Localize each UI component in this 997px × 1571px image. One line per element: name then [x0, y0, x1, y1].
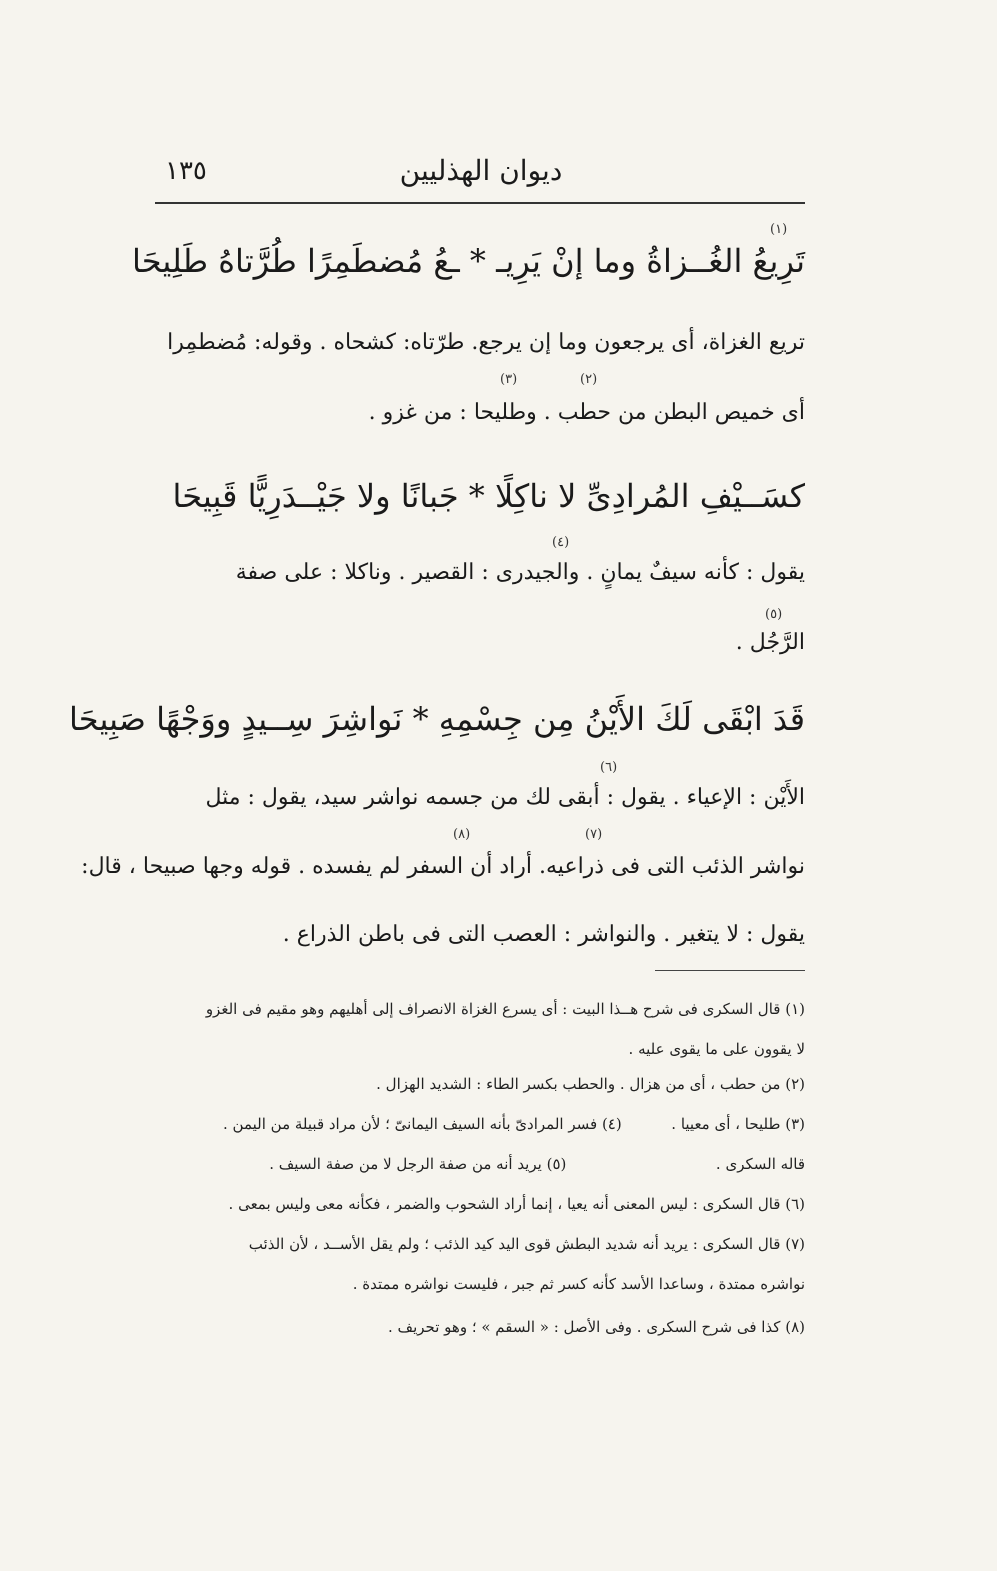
footnote-row-4-5 — [155, 1155, 805, 1173]
header-rule — [155, 202, 805, 204]
footnote-7-line-1: (٧) قال السكرى : يريد أنه شديد البطش قوى اليد كيد الذئب ؛ ولم يقل الأســد ، لأن الذئب — [248, 1235, 805, 1253]
page-header — [155, 150, 807, 190]
commentary-3-line-2: نواشر الذئب التى فى ذراعيه. أراد أن السفر لم يفسده . قوله وجها صبيحا ، قال: — [81, 854, 805, 879]
note-marker-5: (٥) — [765, 607, 783, 622]
footnote-3: (٣) طليحا ، أى معييا . — [671, 1115, 805, 1133]
footnote-4-continued: قاله السكرى . — [715, 1155, 805, 1173]
note-marker-2: (٢) — [580, 372, 598, 387]
footnote-rule — [655, 970, 805, 971]
running-title: ديوان الهذليين — [399, 154, 563, 187]
verse-3: قَدَ ابْقَى لَكَ الأَيْنُ مِن جِسْمِهِ * نَواشِرَ سِــيدٍ ووَجْهًا صَبِيحَا — [69, 700, 805, 738]
page-number: ١٣٥ — [165, 156, 207, 186]
note-marker-7: (٧) — [585, 827, 603, 842]
commentary-3-line-3: يقول : لا يتغير . والنواشر : العصب التى فى باطن الذراع . — [282, 922, 805, 947]
note-marker-8: (٨) — [453, 827, 471, 842]
footnote-7-line-2: نواشره ممتدة ، وساعدا الأسد كأنه كسر ثم جبر ، فليست نواشره ممتدة . — [352, 1275, 805, 1293]
footnote-row-3-4 — [155, 1115, 805, 1133]
footnote-5: (٥) يريد أنه من صفة الرجل لا من صفة السيف . — [269, 1155, 567, 1173]
footnote-6: (٦) قال السكرى : ليس المعنى أنه يعيا ، إنما أراد الشحوب والضمر ، فكأنه معى وليس بمعى . — [228, 1195, 805, 1213]
footnote-1-line-1: (١) قال السكرى فى شرح هــذا البيت : أى يسرع الغزاة الانصراف إلى أهليهم وهو مقيم فى الغزو — [205, 1000, 805, 1018]
commentary-1-line-2: أى خميص البطن من حطب . وطليحا : من غزو . — [368, 400, 805, 425]
commentary-2-line-2: الرَّجُل . — [735, 630, 805, 655]
commentary-3-line-1: الأَيْن : الإعياء . يقول : أبقى لك من جسمه نواشر سيد، يقول : مثل — [205, 785, 805, 810]
note-marker-6: (٦) — [600, 760, 618, 775]
footnote-2: (٢) من حطب ، أى من هزال . والحطب بكسر الطاء : الشديد الهزال . — [376, 1075, 805, 1093]
note-marker-1: (١) — [770, 222, 788, 237]
commentary-1-line-1: تريع الغزاة، أى يرجعون وما إن يرجع. طرّتاه: كشحاه . وقوله: مُضطمِرا — [167, 330, 805, 355]
verse-2: كسَــيْفِ المُرادِىِّ لا ناكِلًا * جَبانًا ولا جَيْــدَرِيًّا قَبِيحَا — [172, 477, 805, 515]
note-marker-4: (٤) — [552, 535, 570, 550]
footnote-4: (٤) فسر المرادىّ بأنه السيف اليمانىّ ؛ لأن مراد قبيلة من اليمن . — [223, 1115, 622, 1133]
footnote-8: (٨) كذا فى شرح السكرى . وفى الأصل : « السقم » ؛ وهو تحريف . — [388, 1318, 805, 1336]
footnote-1-line-2: لا يقوون على ما يقوى عليه . — [628, 1040, 805, 1058]
verse-1: تَرِيعُ الغُــزاةُ وما إنْ يَرِيـ * ـعُ مُضطَمِرًا طُرَّتاهُ طَلِيحَا — [131, 242, 805, 280]
commentary-2-line-1: يقول : كأنه سيفٌ يمانٍ . والجيدرى : القصير . وناكلا : على صفة — [235, 560, 805, 585]
note-marker-3: (٣) — [500, 372, 518, 387]
